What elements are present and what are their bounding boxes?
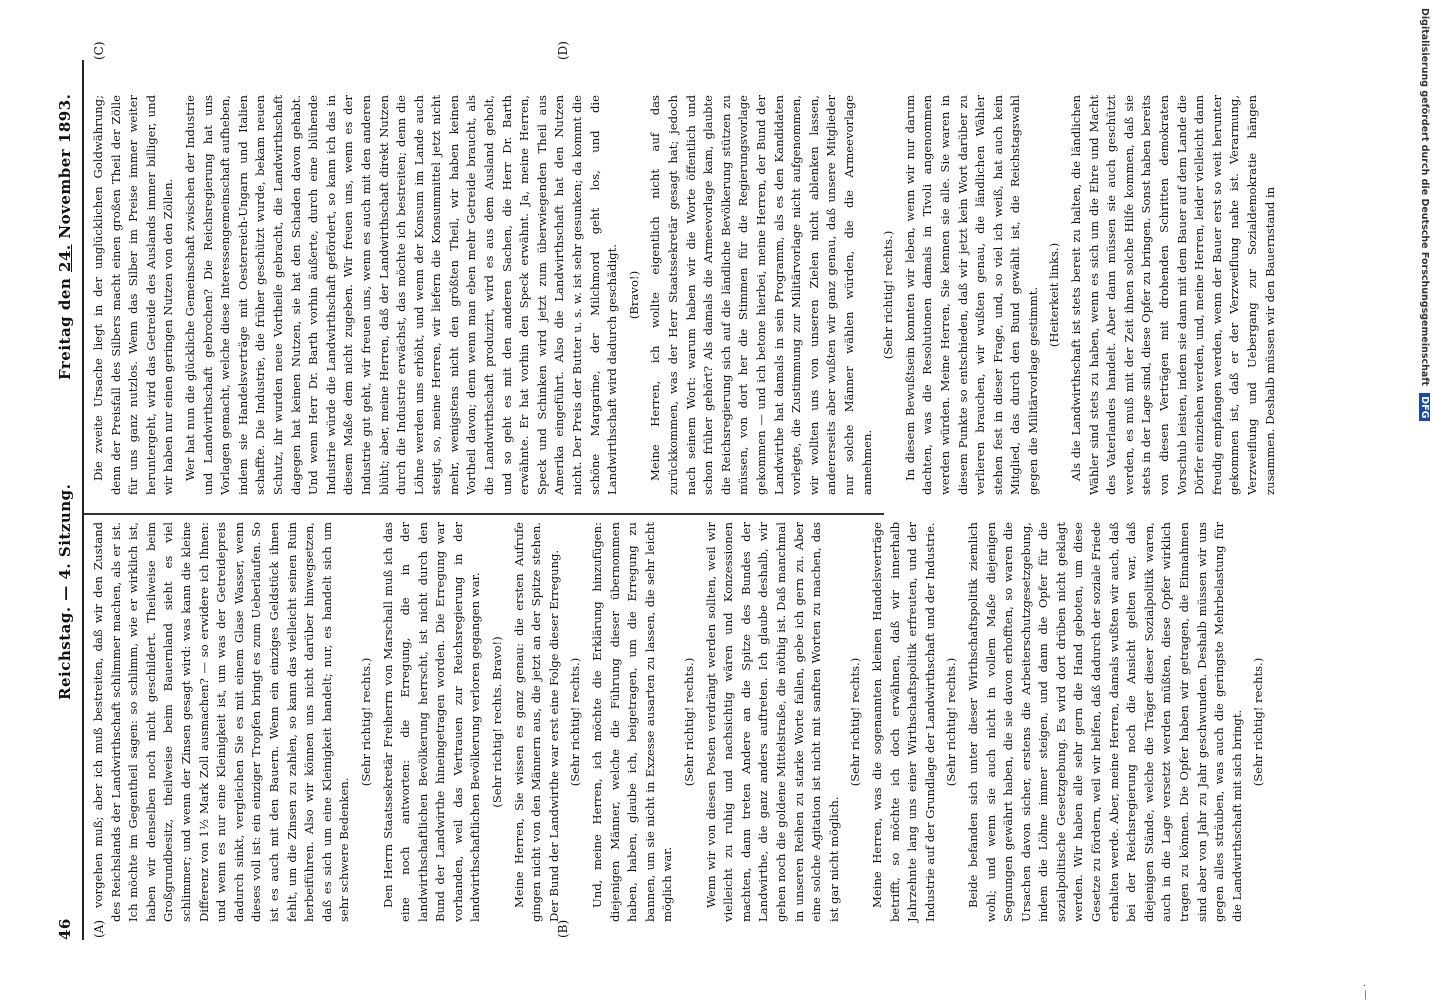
paragraph: Als die Landwirthschaft ist stets bereit zu halten, die ländlichen Wähler sind stets zu haben, wenn es sich um die Ehre und Macht des Vaterlandes handelt. Aber dann müssen sie auch geschützt werden, es muß mit der Zeit ihnen solche Hilfe kommen, daß sie stets in der Lage sind, diese Opfer zu bringen. Sonst haben bereits von diesen Verträgen mit drohenden Schritten demokraten Vorschub leisten, indem sie dann mit dem Bauer auf dem Lande die Dörfer einziehen werden, und, meine Herren, leider vielleicht dann freudig empfangen werden, wenn der Bauer erst so weit herunter gekommen ist, daß er der Verzweiflung nahe ist. Verarmung, Verzweiflung und Uebergang zur Sozialdemokratie hängen zusammen. Deshalb müssen wir den Bauernstand in	[1069, 95, 1277, 495]
header-rule	[82, 60, 84, 940]
paragraph: Meine Herren, was die sogenannten kleinen Handelsverträge betrifft, so möchte ich doch erwähnen, daß wir innerhalb Jahrzehnte lang uns einer Wirthschaftspolitik erfreuten, und der Industrie auf der Grundlage der Landwirthschaft und der Industrie.	[869, 522, 937, 922]
session-date	[56, 94, 74, 380]
interjection: (Sehr richtig! rechts.)	[358, 657, 373, 787]
left-column	[90, 522, 1272, 922]
paragraph: Meine Herren, ich wollte eigentlich nicht auf das zurückkommen, was der Herr Staatssekretär gesagt hat; jedoch nach seinem Wort: warum haben wir die Worte öffentlich und schon früher gehört? Als damals die Armeevorlage kam, glaubte die Reichsregierung sich auf die ländliche Bevölkerung stützen zu müssen, von dort her die Stimmen für die Regierungsvorlage gekommen — und ich betone hierbei, meine Herren, der Bund der Landwirthe hat damals in sein Programm, als es den Kandidaten vorlegte, die Zustimmung zur Militärvorlage nicht aufgenommen, wir wollten uns von unseren Zielen nicht ablenken lassen, andererseits aber wußten wir ganz genau, daß unsere Mitglieder nur solche Männer wählen würden, die die Armeevorlage annehmen.	[648, 95, 874, 495]
interjection: (Sehr richtig! rechts.)	[881, 230, 896, 360]
paragraph: Wer hat nun die glückliche Gemeinschaft zwischen der Industrie und Landwirthschaft gebrochen? Die Reichsregierung hat uns Vorlagen gemacht, welche diese Interessengemeinschaft aufheben, indem sie Handelsverträge mit Oesterreich-Ungarn und Italien schaffte. Die Industrie, die früher geschützt wurde, bekam neuen Schutz, ihr wurden neue Vortheile gebracht, die Landwirthschaft dagegen hat keinen Nutzen, sie hat den Schaden davon gehabt. Und wenn Herr Dr. Barth vorhin äußerte, durch eine blühende Industrie würde die Landwirthschaft gefördert, so kann ich das in diesem Maße dem nicht zugeben. Wir freuen uns, wenn es der Industrie gut geht, wir freuen uns, wenn es auch mit den anderen blüht; aber, meine Herren, daß der Landwirthschaft direkt Nutzen durch die Industrie erwächst, das möchte ich bestreiten; denn die Löhne werden uns erhöht, und wenn der Konsum im Lande auch steigt, so, meine Herren, wir liefern die Konsummittel jetzt nicht mehr, wenigstens nicht den größten Theil, wir haben keinen Vortheil davon; denn wenn man eben mehr Getreide braucht, als die Landwirthschaft produzirt, wird es aus dem Ausland geholt, und so geht es mit den anderen Sachen, die Herr Dr. Barth erwähnte. Er hat vorhin den Speck erwähnt. Ja, meine Herren, Speck und Schinken wird jetzt zum überwiegenden Theil aus Amerika eingeführt. Also die Landwirthschaft hat den Nutzen nicht. Der Preis der Butter u. s. w. ist sehr gesunken; da kommt die schöne Margarine, der Milchmord geht los, und die Landwirthschaft wird dadurch geschädigt.	[182, 95, 620, 495]
scan-artifact: — ·	[1360, 983, 1371, 1000]
paragraph: Meine Herren, Sie wissen es ganz genau: die ersten Aufrufe gingen nicht von den Männern aus, die jetzt an der Spitze stehen. Der Bund der Landwirthe war erst eine Folge dieser Erregung.	[511, 522, 561, 922]
paragraph: vorgehen muß; aber ich muß bestreiten, daß wir den Zustand des Reichslands der Landwirthschaft schlimmer machen, als er ist. Ich möchte im Gegentheil sagen: so schlimm, wie er wirklich ist, haben wir denselben noch nicht geschildert. Theilweise beim Großgrundbesitz, theilweise beim Bauernland sieht es viel schlimmer; und wenn der Zinsen gesagt wird: was kann die kleine Differenz von 1½ Mark Zoll ausmachen? — so erwidere ich Ihnen: und wenn es nur eine Kleinigkeit ist, um was der Getreidepreis dadurch sinkt, vergleichen Sie es mit einem Glase Wasser, wenn dieses voll ist: ein einziger Tropfen bringt es zum Ueberlaufen. So ist es auch mit den Bauern. Wenn ein einziges Geldstück ihnen fehlt, um die Zinsen zu zahlen, so kann das vielleicht seinen Ruin herbeiführen. Also wir können uns nicht darüber hinwegsetzen, daß es sich um eine Kleinigkeit handelt; nur, es handelt sich um sehr schwere Bedenken.	[91, 522, 352, 922]
date-day: 24.	[56, 244, 74, 272]
paragraph: Den Herrn Staatssekretär Freiherrn von Marschall muß ich das eine noch antworten: die Erregung, die in der landwirthschaftlichen Bevölkerung herrscht, ist nicht durch den Bund der Landwirthe hineingetragen worden. Die Erregung war vorhanden, weil das Vertrauen zur Reichsregierung in der landwirthschaftlichen Bevölkerung verloren gegangen war.	[380, 522, 483, 922]
interjection: (Heiterkeit links.)	[1047, 242, 1062, 348]
dfg-logo: DFG	[1419, 393, 1430, 421]
date-rest: November 1893.	[56, 93, 74, 239]
interjection: (Bravo!)	[626, 270, 641, 320]
paragraph: Die zweite Ursache liegt in der unglücklichen Goldwährung; denn der Preisfall des Silbers macht einen großen Theil der Zölle für uns ganz nutzlos. Wenn das Silber im Preise immer weiter heruntergeht, wird das Getreide des Auslands immer billiger, und wir haben nur einen geringen Nutzen von den Zöllen.	[91, 95, 176, 495]
interjection: (Sehr richtig! rechts.)	[848, 657, 863, 787]
paragraph: Wenn wir von diesen Posten verdrängt werden sollten, weil wir vielleicht zu ruhig und nachsichtig wären und Konzessionen machten, dann treten Andere an die Spitze des Bundes der Landwirthe, die ganz anders auftreten. Ich glaube deshalb, wir gehen noch die goldene Mittelstraße, die nöthig ist. Daß manchmal in unseren Reihen zu starke Worte fallen, gebe ich gern zu. Aber eine solche Agitation ist nicht mit sanften Worten zu machen, das ist gar nicht möglich.	[703, 522, 841, 922]
margin-mark-d: (D)	[556, 41, 570, 60]
margin-mark-b: (B)	[556, 919, 570, 938]
dfg-credit-strip	[1412, 0, 1432, 1000]
interjection: (Sehr richtig! rechts.)	[682, 657, 696, 787]
session-title: Reichstag. — 4. Sitzung.	[56, 483, 74, 700]
page-number: 46	[56, 918, 74, 940]
interjection: (Sehr richtig! rechts.)	[568, 657, 583, 787]
margin-mark-a: (A)	[92, 919, 106, 938]
page-header	[52, 80, 82, 940]
interjection: (Sehr richtig! rechts.)	[1251, 657, 1266, 787]
date-prefix: Freitag den	[56, 277, 74, 380]
dfg-credit-text: Digitalisierung gefördert durch die Deutsche Forschungsgemeinschaft	[1419, 8, 1430, 386]
paragraph: Und, meine Herren, ich möchte die Erklärung hinzufügen: diejenigen Männer, welche die Führung dieser übernommen haben, haben, glaube ich, beigetragen, um die Erregung zu bannen, um sie nicht in Exzesse ausarten zu lassen, die sehr leicht möglich war.	[590, 522, 675, 922]
paragraph: In diesem Bewußtsein konnten wir leben, wenn wir nur darum dachten, was die Resolutionen damals in Tivoli angenommen werden würden. Meine Herren, Sie kennen sie alle. Sie waren in diesem Punkte so entschieden, daß wir jetzt kein Wort darüber zu verlieren brauchen, wir wußten genau, die ländlichen Wähler stehen fest in dieser Frage, und, so viel ich weiß, hat auch kein Mitglied, das durch den Bund gewählt ist, die Reichstagswahl gegen die Militärvorlage gestimmt.	[902, 95, 1040, 495]
margin-mark-c: (C)	[92, 41, 106, 60]
column-divider	[84, 513, 884, 515]
paragraph: Beide befanden sich unter dieser Wirthschaftspolitik ziemlich wohl; und wenn sie auch nicht in vollem Maße diejenigen Segnungen gewährt haben, die sie davon erhofften, so waren die Ursachen davon sicher, erstens die Arbeiterschutzgesetzgebung, indem die Löhne immer steigen, und dann die Opfer für die sozialpolitische Gesetzgebung. Es wird dort drüben nicht geklagt werden. Wir haben alle sehr gern die Hand geboten, um diese Gesetze zu fördern, weil wir helfen, daß dadurch der soziale Friede erhalten werde. Aber, meine Herren, damals wußten wir auch, daß bei der Reichsregierung noch die Ansicht gelten war, daß diejenigen Stände, welche die Träger dieser Sozialpolitik waren, auch in die Lage versetzt werden müßten, diese Opfer wirklich tragen zu können. Die Opfer haben wir getragen, die Einnahmen sind aber von Jahr zu Jahr geschwunden. Deshalb müssen wir uns gegen alles sträuben, was auch die geringste Mehrbelastung für die Landwirthschaft mit sich bringt.	[965, 522, 1244, 922]
right-column	[90, 95, 1283, 495]
interjection: (Sehr richtig! rechts. Bravo!)	[490, 636, 505, 808]
interjection: (Sehr richtig! rechts.)	[944, 657, 959, 787]
